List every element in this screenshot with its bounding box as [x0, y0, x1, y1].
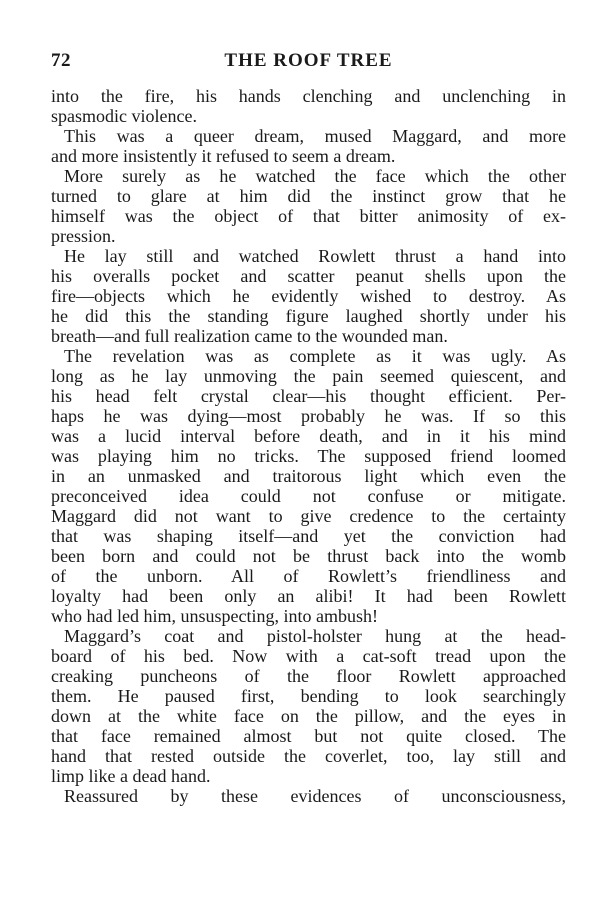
text-line: fire—objects which he evidently wished to destroy. As — [51, 286, 566, 306]
text-line: He lay still and watched Rowlett thrust a hand into — [64, 246, 566, 266]
text-line: of the unborn. All of Rowlett’s friendliness and — [51, 566, 566, 586]
text-line: his head felt crystal clear—his thought efficient. Per- — [51, 386, 566, 406]
text-line: breath—and full realization came to the wounded man. — [51, 326, 448, 346]
text-line: was a lucid interval before death, and in it his mind — [51, 426, 566, 446]
body-text — [51, 86, 566, 806]
text-line: spasmodic violence. — [51, 106, 197, 126]
text-line: that face remained almost but not quite closed. The — [51, 726, 566, 746]
text-line: in an unmasked and traitorous light which even the — [51, 466, 566, 486]
text-line: he did this the standing figure laughed shortly under his — [51, 306, 566, 326]
text-line: been born and could not be thrust back into the womb — [51, 546, 566, 566]
text-line: turned to glare at him did the instinct grow that he — [51, 186, 566, 206]
text-line: hand that rested outside the coverlet, too, lay still and — [51, 746, 566, 766]
text-line: was playing him no tricks. The supposed friend loomed — [51, 446, 566, 466]
text-line: preconceived idea could not confuse or mitigate. — [51, 486, 566, 506]
text-line: This was a queer dream, mused Maggard, and more — [64, 126, 566, 146]
text-line: board of his bed. Now with a cat-soft tread upon the — [51, 646, 566, 666]
text-line: down at the white face on the pillow, and the eyes in — [51, 706, 566, 726]
text-line: More surely as he watched the face which the other — [64, 166, 566, 186]
text-line: them. He paused first, bending to look searchingly — [51, 686, 566, 706]
page-header — [51, 50, 566, 74]
text-line: himself was the object of that bitter animosity of ex- — [51, 206, 566, 226]
text-line: that was shaping itself—and yet the conviction had — [51, 526, 566, 546]
text-line: into the fire, his hands clenching and unclenching in — [51, 86, 566, 106]
text-line: The revelation was as complete as it was ugly. As — [64, 346, 566, 366]
text-line: Reassured by these evidences of unconsciousness, — [64, 786, 566, 806]
text-line: his overalls pocket and scatter peanut shells upon the — [51, 266, 566, 286]
book-page — [51, 50, 566, 806]
text-line: Maggard did not want to give credence to the certainty — [51, 506, 566, 526]
running-title: THE ROOF TREE — [224, 50, 393, 71]
text-line: creaking puncheons of the floor Rowlett approached — [51, 666, 566, 686]
page-number: 72 — [51, 50, 71, 71]
text-line: long as he lay unmoving the pain seemed quiescent, and — [51, 366, 566, 386]
text-line: Maggard’s coat and pistol-holster hung at the head- — [64, 626, 566, 646]
text-line: and more insistently it refused to seem a dream. — [51, 146, 396, 166]
text-line: who had led him, unsuspecting, into ambush! — [51, 606, 378, 626]
text-line: pression. — [51, 226, 116, 246]
text-line: haps he was dying—most probably he was. If so this — [51, 406, 566, 426]
text-line: limp like a dead hand. — [51, 766, 211, 786]
text-line: loyalty had been only an alibi! It had been Rowlett — [51, 586, 566, 606]
